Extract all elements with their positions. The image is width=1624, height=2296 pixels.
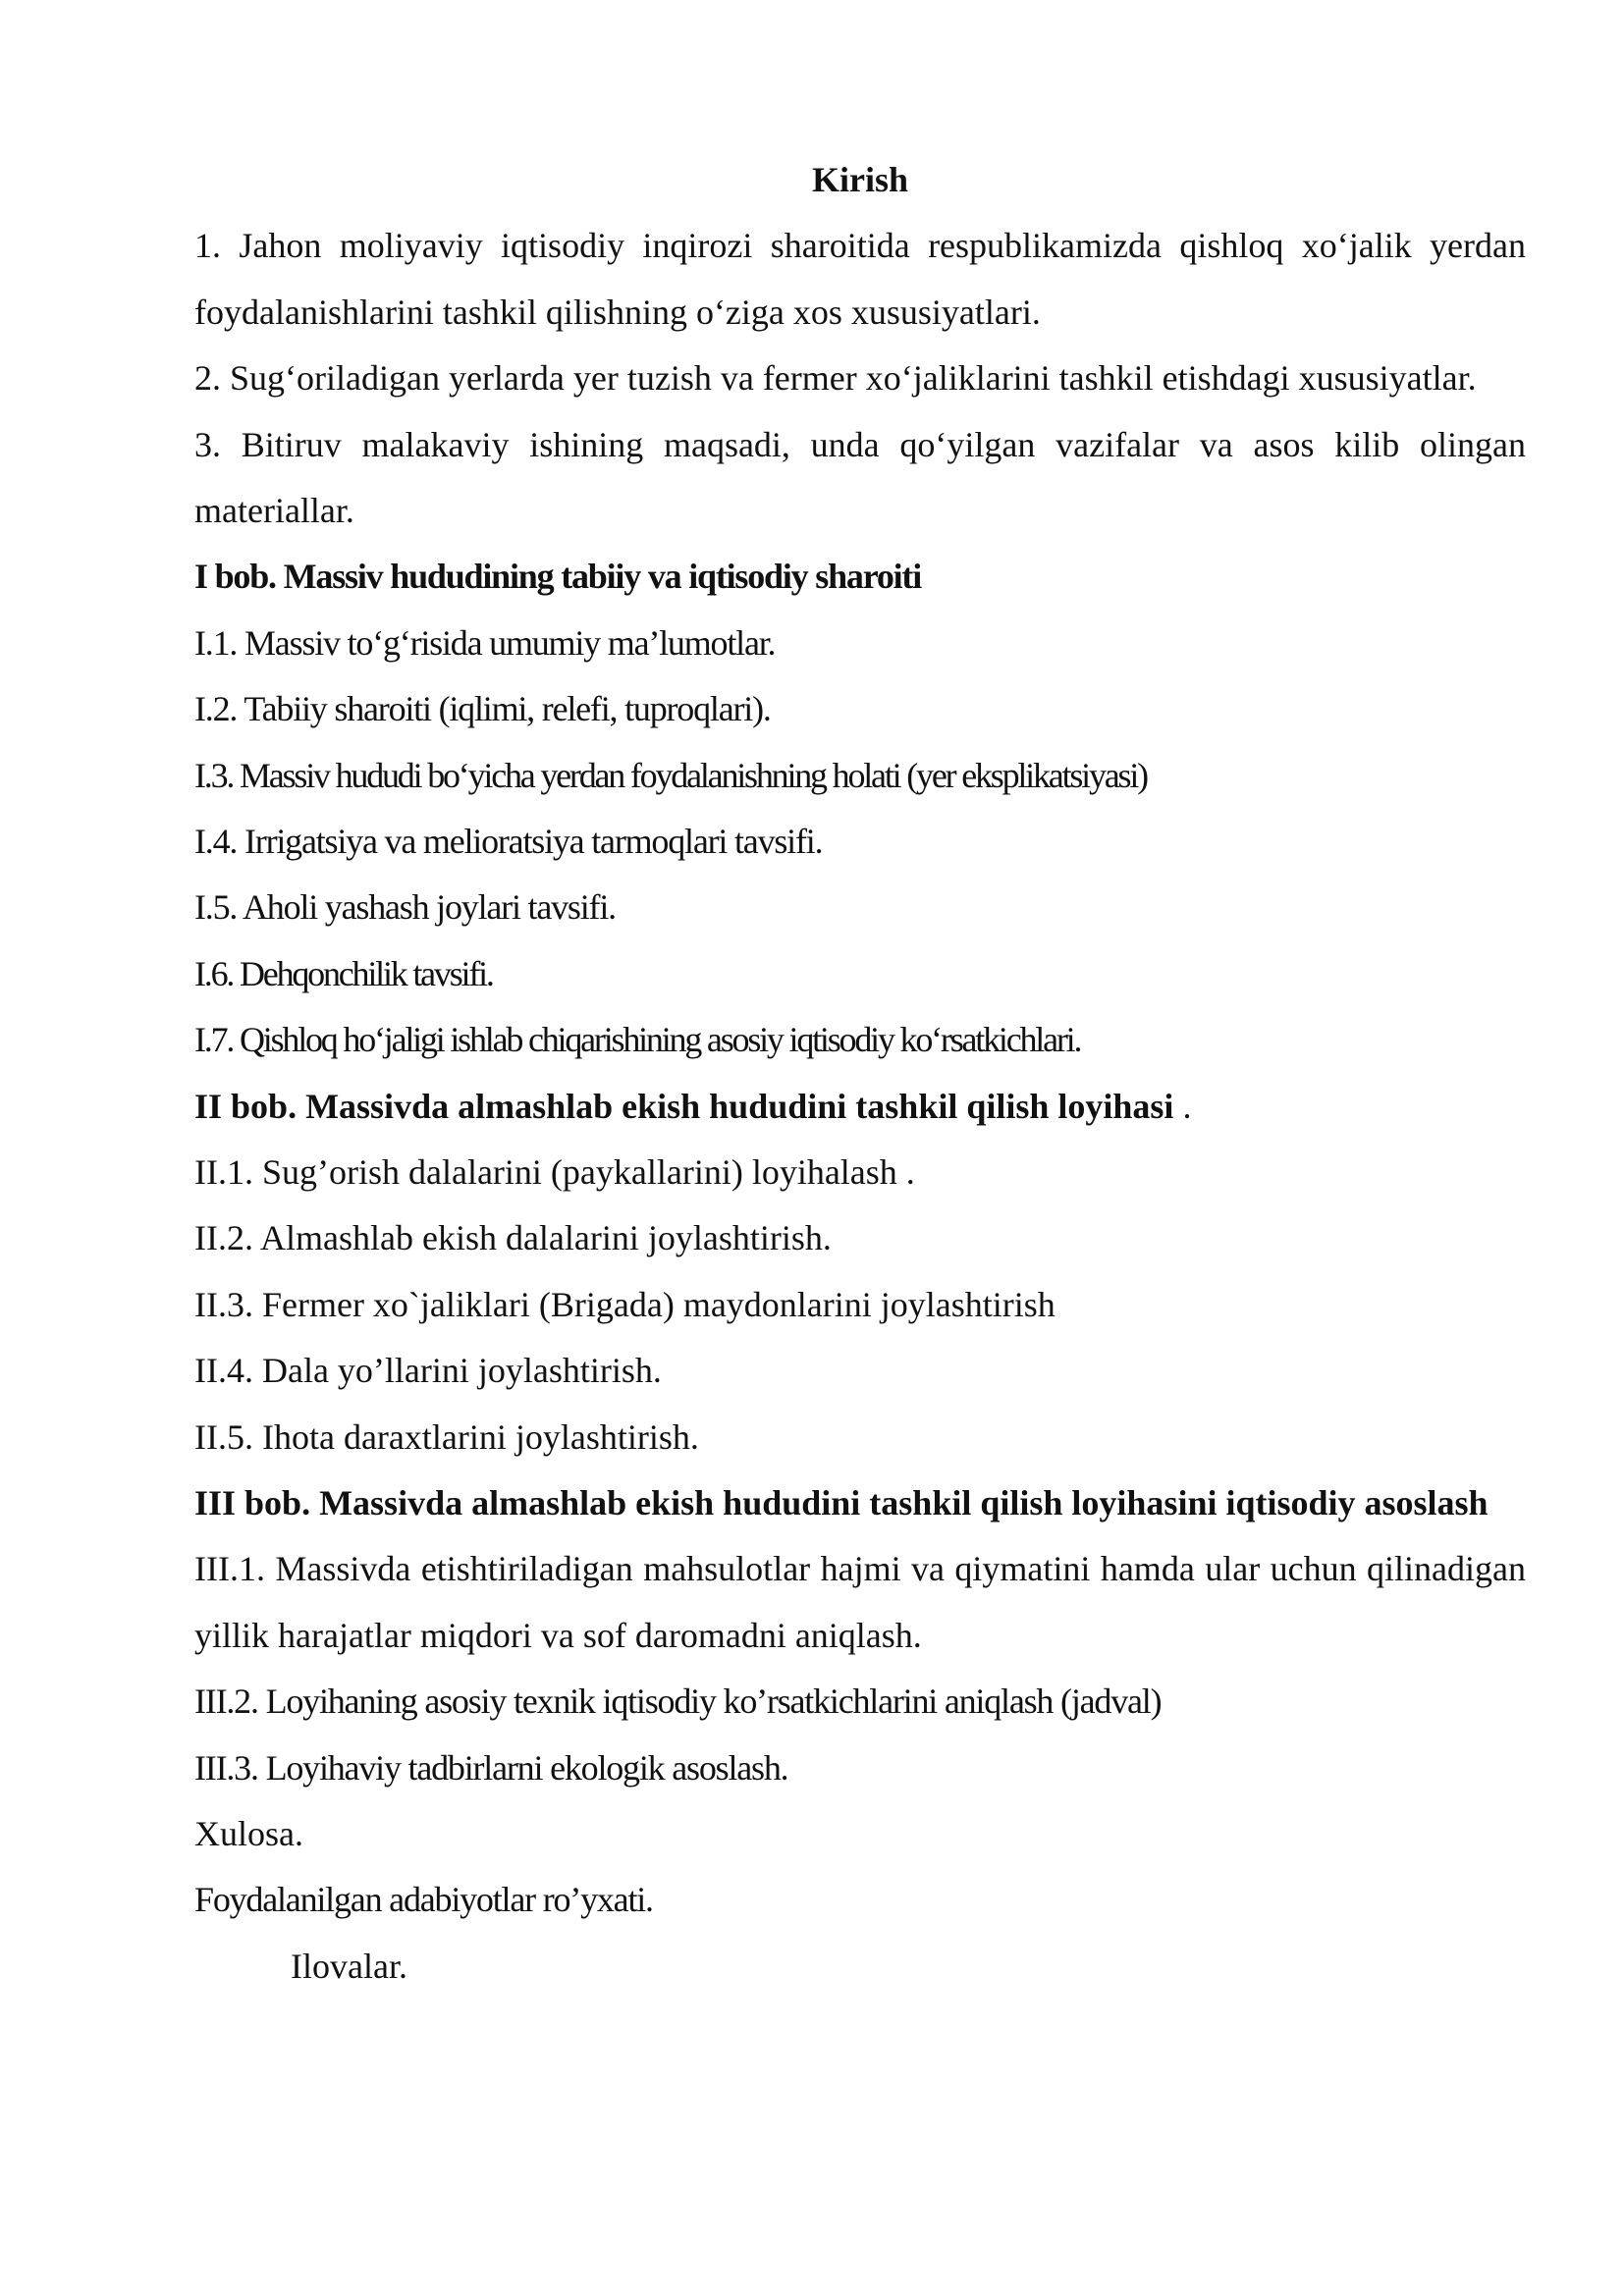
intro-item-2: 2. Sug‘oriladigan yerlarda yer tuzish va fermer xo‘jaliklarini tashkil etishdagi xususiyatlar. bbox=[194, 358, 1477, 399]
references-line: Foydalanilgan adabiyotlar ro’yxati. bbox=[194, 1880, 653, 1920]
document-title: Kirish bbox=[811, 160, 908, 199]
chapter1-item-4: I.4. Irrigatsiya va melioratsiya tarmoqlari tavsifi. bbox=[194, 821, 823, 861]
chapter3-item-2: III.2. Loyihaning asosiy texnik iqtisodiy ko’rsatkichlarini aniqlash (jadval) bbox=[194, 1682, 1162, 1722]
intro-item-1: 1. Jahon moliyaviy iqtisodiy inqirozi sharoitida respublikamizda qishloq xo‘jalik yerdan foydalanishlarini tashkil qilishning o‘ziga xos xususiyatlari. bbox=[194, 226, 1526, 332]
chapter1-item-3: I.3. Massiv hududi bo‘yicha yerdan foydalanishning holati (yer eksplikatsiyasi) bbox=[194, 755, 1147, 795]
chapter2-item-5: II.5. Ihota daraxtlarini joylashtirish. bbox=[194, 1416, 699, 1457]
chapter2-item-4: II.4. Dala yo’llarini joylashtirish. bbox=[194, 1351, 662, 1391]
chapter2-heading-tail: . bbox=[1173, 1086, 1192, 1126]
conclusion-line: Xulosa. bbox=[194, 1813, 303, 1853]
chapter3-item-1: III.1. Massivda etishtiriladigan mahsulotlar hajmi va qiymatini hamda ular uchun qilinadigan yillik harajatlar miqdori va sof daromadni aniqlash. bbox=[194, 1549, 1526, 1655]
chapter2-item-2: II.2. Almashlab ekish dalalarini joylashtirish. bbox=[194, 1218, 832, 1258]
chapter1-item-7: I.7. Qishloq ho‘jaligi ishlab chiqarishining asosiy iqtisodiy ko‘rsatkichlari. bbox=[194, 1020, 1081, 1060]
chapter1-heading: I bob. Massiv hududining tabiiy va iqtisodiy sharoiti bbox=[194, 557, 922, 597]
chapter2-item-1: II.1. Sug’orish dalalarini (paykallarini) loyihalash . bbox=[194, 1151, 915, 1192]
chapter3-item-3: III.3. Loyihaviy tadbirlarni ekologik asoslash. bbox=[194, 1747, 788, 1788]
chapter2-item-3: II.3. Fermer xo`jaliklari (Brigada) maydonlarini joylashtirish bbox=[194, 1284, 1056, 1324]
chapter1-item-6: I.6. Dehqonchilik tavsifi. bbox=[194, 953, 493, 993]
chapter3-heading: III bob. Massivda almashlab ekish hududini tashkil qilish loyihasini iqtisodiy asoslash bbox=[194, 1482, 1489, 1522]
chapter1-item-2: I.2. Tabiiy sharoiti (iqlimi, relefi, tuproqlari). bbox=[194, 689, 771, 729]
chapter2-heading: II bob. Massivda almashlab ekish hududini tashkil qilish loyihasi bbox=[194, 1086, 1174, 1126]
chapter2-heading-line bbox=[194, 1074, 1526, 1140]
appendices-line: Ilovalar. bbox=[291, 1946, 407, 1986]
intro-item-3: 3. Bitiruv malakaviy ishining maqsadi, unda qo‘yilgan vazifalar va asos kilib olingan materiallar. bbox=[194, 424, 1526, 531]
chapter1-item-5: I.5. Aholi yashash joylari tavsifi. bbox=[194, 887, 616, 928]
document-page bbox=[194, 147, 1526, 2000]
chapter1-item-1: I.1. Massiv to‘g‘risida umumiy ma’lumotlar. bbox=[194, 622, 776, 663]
